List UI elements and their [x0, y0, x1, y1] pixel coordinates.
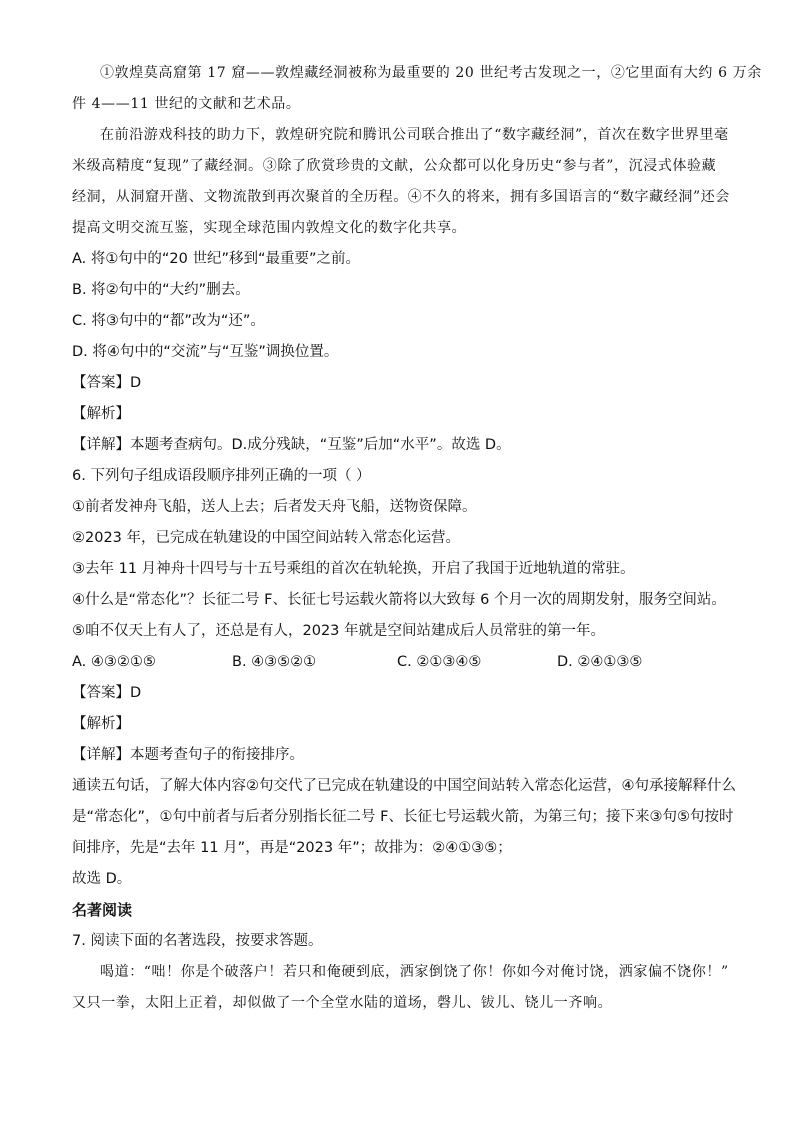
option-a: A. 将①句中的“20 世纪”移到“最重要”之前。 — [72, 251, 360, 267]
option-c: C. 将③句中的“都”改为“还”。 — [72, 313, 265, 329]
explanation-line: 故选 D。 — [72, 871, 132, 887]
passage-line: 在前沿游戏科技的助力下，敦煌研究院和腾讯公司联合推出了“数字藏经洞”，首次在数字世界里毫 — [100, 127, 729, 143]
sentence-1: ①前者发神舟飞船，送人上去；后者发天舟飞船，送物资保障。 — [72, 499, 477, 515]
document-page — [72, 58, 762, 1019]
sentence-4: ④什么是“常态化”？长征二号 F、长征七号运载火箭将以大致每 6 个月一次的周期发射，服务空间站。 — [72, 592, 726, 608]
sentence-3: ③去年 11 月神舟十四号与十五号乘组的首次在轨轮换，开启了我国于近地轨道的常驻。 — [72, 561, 635, 577]
sentence-2: ②2023 年，已完成在轨建设的中国空间站转入常态化运营。 — [72, 530, 461, 546]
excerpt-line: 又只一拳，太阳上正着，却似做了一个全堂水陆的道场，磬儿、钹儿、铙儿一齐响。 — [72, 995, 613, 1011]
excerpt-line: 喝道：“咄！你是个破落户！若只和俺硬到底，洒家倒饶了你！你如今对俺讨饶，洒家偏不饶你！” — [100, 964, 729, 980]
option-b: B. 将②句中的“大约”删去。 — [72, 282, 250, 298]
analysis-label: 【解析】 — [72, 406, 130, 422]
question-text: 6. 下列句子组成语段顺序排列正确的一项（ ） — [72, 468, 371, 484]
passage-line: ①敦煌莫高窟第 17 窟——敦煌藏经洞被称为最重要的 20 世纪考古发现之一，②它里面有大约 6 万余 — [100, 65, 762, 81]
passage-line: 米级高精度“复现”了藏经洞。③除了欣赏珍贵的文献，公众都可以化身历史“参与者”，沉浸式体验藏 — [72, 158, 717, 174]
question-7 — [72, 926, 729, 1019]
detail-text: 【详解】本题考查句子的衔接排序。 — [72, 747, 304, 763]
sentence-5: ⑤咱不仅天上有人了，还总是有人，2023 年就是空间站建成后人员常驻的第一年。 — [72, 623, 606, 639]
question-text: 7. 阅读下面的名著选段，按要求答题。 — [72, 933, 323, 949]
explanation-line: 通读五句话，了解大体内容②句交代了已完成在轨建设的中国空间站转入常态化运营，④句承接解释什么 — [72, 778, 736, 794]
passage-line: 提高文明交流互鉴，实现全球范围内敦煌文化的数字化共享。 — [72, 220, 467, 236]
option-d: D. ②④①③⑤ — [557, 654, 643, 670]
section-title: 名著阅读 — [72, 901, 133, 919]
passage — [72, 58, 762, 244]
explanation-line: 间排序，先是“去年 11 月”，再是“2023 年”；故排为：②④①③⑤； — [72, 840, 512, 856]
answer-label: 【答案】D — [72, 685, 142, 701]
passage-line: 件 4——11 世纪的文献和艺术品。 — [72, 96, 301, 112]
option-d: D. 将④句中的“交流”与“互鉴”调换位置。 — [72, 344, 339, 360]
option-b: B. ④③⑤②① — [232, 654, 317, 670]
question-6 — [72, 461, 736, 895]
passage-line: 经洞，从洞窟开凿、文物流散到再次聚首的全历程。④不久的将来，拥有多国语言的“数字藏经洞”还会 — [72, 189, 730, 205]
analysis-label: 【解析】 — [72, 716, 130, 732]
answer-label: 【答案】D — [72, 375, 142, 391]
option-c: C. ②①③④⑤ — [397, 654, 482, 670]
detail-text: 【详解】本题考查病句。D.成分残缺，“互鉴”后加“水平”。故选 D。 — [72, 437, 511, 453]
option-a: A. ④③②①⑤ — [72, 654, 156, 670]
explanation-line: 是“常态化”，①句中前者与后者分别指长征二号 F、长征七号运载火箭，为第三句；接下来③句⑤句按时 — [72, 809, 734, 825]
question-5-options — [72, 244, 724, 461]
options-row — [72, 647, 724, 678]
